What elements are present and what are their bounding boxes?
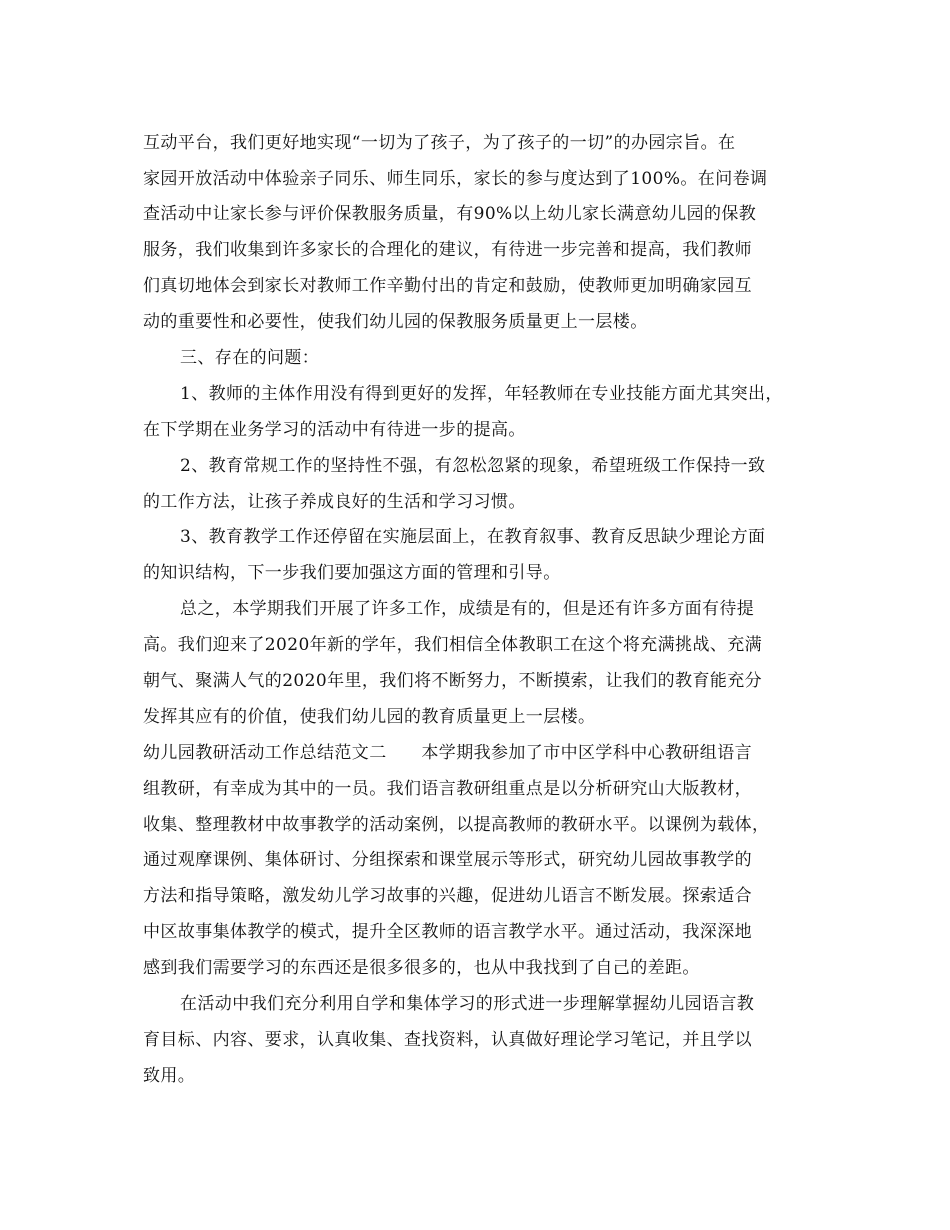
text-line-12: 3、教育教学工作还停留在实施层面上，在教育叙事、教育反思缺少理论方面 xyxy=(180,527,766,547)
section-title-line: 幼儿园教研活动工作总结范文二 本学期我参加了市中区学科中心教研组语言 xyxy=(143,743,752,763)
text-line-3: 查活动中让家长参与评价保教服务质量，有90%以上幼儿家长满意幼儿园的保教 xyxy=(143,204,757,224)
text-line-17: 发挥其应有的价值，使我们幼儿园的教育质量更上一层楼。 xyxy=(143,707,596,727)
text-line-22: 方法和指导策略，激发幼儿学习故事的兴趣，促进幼儿语言不断发展。探索适合 xyxy=(143,886,752,906)
text-line-11: 的工作方法，让孩子养成良好的生活和学习习惯。 xyxy=(143,492,526,512)
text-line-9: 在下学期在业务学习的活动中有待进一步的提高。 xyxy=(143,420,526,440)
text-line-26: 育目标、内容、要求，认真收集、查找资料，认真做好理论学习笔记，并且学以 xyxy=(143,1030,752,1050)
text-line-5: 们真切地体会到家长对教师工作辛勤付出的肯定和鼓励，使教师更加明确家园互 xyxy=(143,276,752,296)
text-line-10: 2、教育常规工作的坚持性不强，有忽松忽紧的现象，希望班级工作保持一致 xyxy=(180,456,766,476)
text-line-1: 互动平台，我们更好地实现“一切为了孩子，为了孩子的一切”的办园宗旨。在 xyxy=(143,133,736,153)
text-line-16: 朝气、聚满人气的2020年里，我们将不断努力，不断摸索，让我们的教育能充分 xyxy=(143,671,763,691)
text-line-4: 服务，我们收集到许多家长的合理化的建议，有待进一步完善和提高，我们教师 xyxy=(143,240,752,260)
text-line-13: 的知识结构，下一步我们要加强这方面的管理和引导。 xyxy=(143,563,561,583)
text-line-23: 中区故事集体教学的模式，提升全区教师的语言教学水平。通过活动，我深深地 xyxy=(143,922,752,942)
text-line-2: 家园开放活动中体验亲子同乐、师生同乐，家长的参与度达到了100%。在问卷调 xyxy=(143,169,768,189)
section-heading-problems: 三、存在的问题： xyxy=(180,348,320,368)
text-line-8: 1、教师的主体作用没有得到更好的发挥，年轻教师在专业技能方面尤其突出， xyxy=(180,384,783,404)
text-line-24: 感到我们需要学习的东西还是很多很多的，也从中我找到了自己的差距。 xyxy=(143,958,700,978)
text-line-27: 致用。 xyxy=(143,1066,196,1086)
text-line-21: 通过观摩课例、集体研讨、分组探索和课堂展示等形式，研究幼儿园故事教学的 xyxy=(143,850,752,870)
text-line-25: 在活动中我们充分利用自学和集体学习的形式进一步理解掌握幼儿园语言教 xyxy=(180,994,755,1014)
text-line-20: 收集、整理教材中故事教学的活动案例，以提高教师的教研水平。以课例为载体， xyxy=(143,815,770,835)
text-line-14: 总之，本学期我们开展了许多工作，成绩是有的，但是还有许多方面有待提 xyxy=(180,599,755,619)
text-line-19: 组教研，有幸成为其中的一员。我们语言教研组重点是以分析研究山大版教材， xyxy=(143,779,752,799)
text-line-6: 动的重要性和必要性，使我们幼儿园的保教服务质量更上一层楼。 xyxy=(143,312,648,332)
text-line-15: 高。我们迎来了2020年新的学年，我们相信全体教职工在这个将充满挑战、充满 xyxy=(143,635,763,655)
